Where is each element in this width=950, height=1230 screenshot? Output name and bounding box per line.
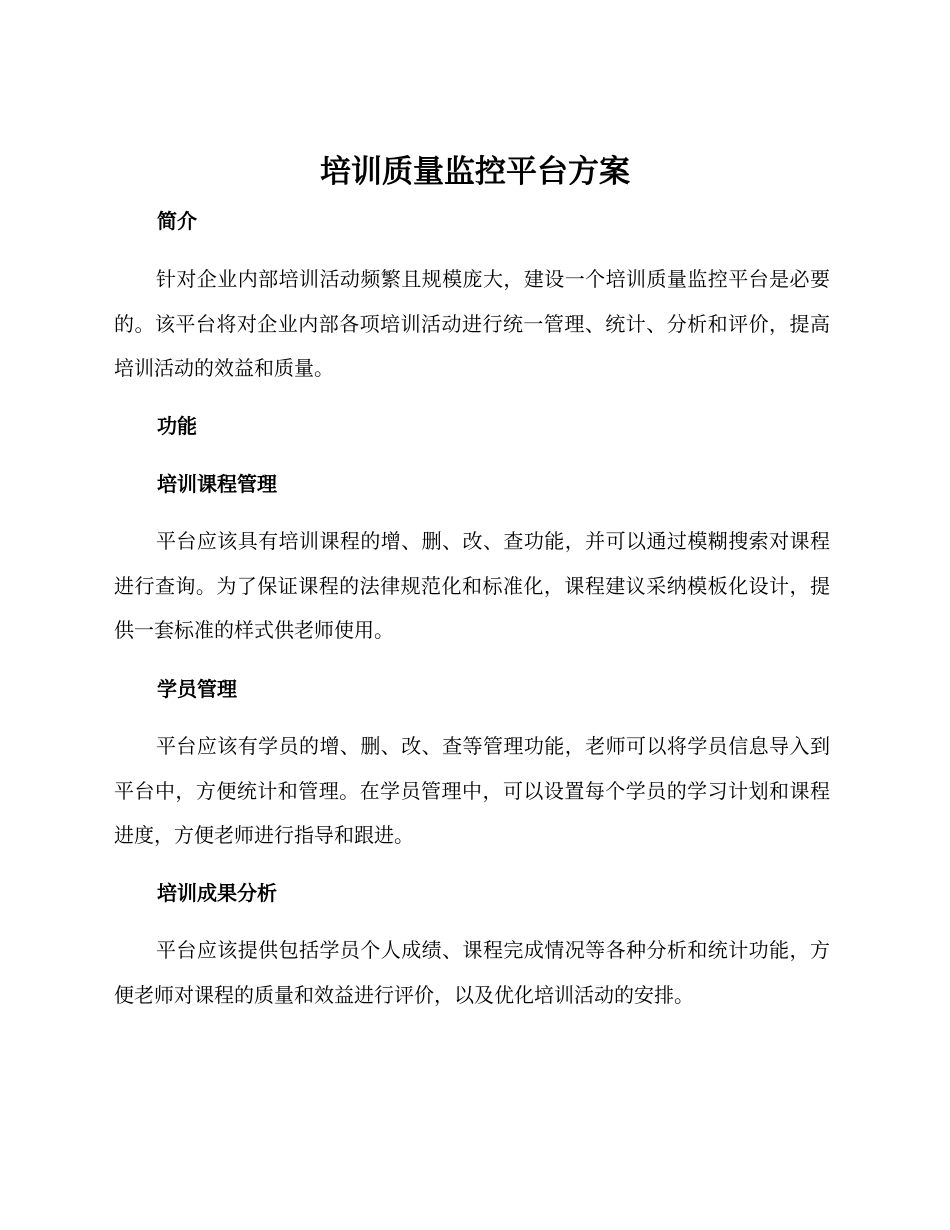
section-paragraph-intro: 针对企业内部培训活动频繁且规模庞大，建设一个培训质量监控平台是必要的。该平台将对企业内部各项培训活动进行统一管理、统计、分析和评价，提高培训活动的效益和质量。 xyxy=(114,267,830,380)
section-heading-features: 功能 xyxy=(157,414,197,438)
section-paragraph-student-management: 平台应该有学员的增、删、改、查等管理功能，老师可以将学员信息导入到平台中，方便统计和管理。在学员管理中，可以设置每个学员的学习计划和课程进度，方便老师进行指导和跟进。 xyxy=(114,734,830,847)
section-paragraph-outcome-analysis: 平台应该提供包括学员个人成绩、课程完成情况等各种分析和统计功能，方便老师对课程的质量和效益进行评价，以及优化培训活动的安排。 xyxy=(114,938,830,1007)
section-paragraph-course-management: 平台应该具有培训课程的增、删、改、查功能，并可以通过模糊搜索对课程进行查询。为了保证课程的法律规范化和标准化，课程建议采纳模板化设计，提供一套标准的样式供老师使用。 xyxy=(114,529,830,642)
section-heading-student-management: 学员管理 xyxy=(157,677,237,701)
document-title: 培训质量监控平台方案 xyxy=(320,154,630,190)
section-heading-course-management: 培训课程管理 xyxy=(157,472,277,496)
section-heading-outcome-analysis: 培训成果分析 xyxy=(157,881,277,905)
section-heading-intro: 简介 xyxy=(157,209,197,233)
